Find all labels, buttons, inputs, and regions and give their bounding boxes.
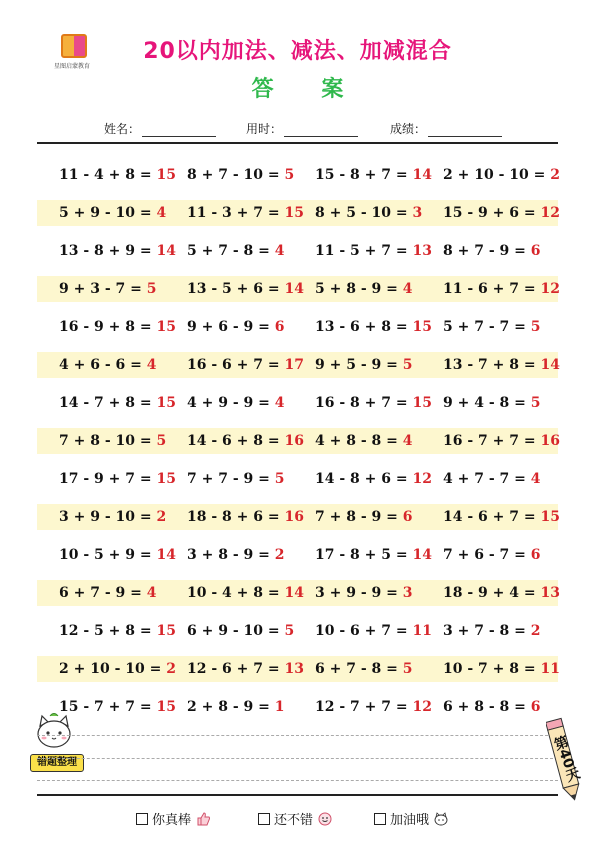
problem-answer: 4 xyxy=(146,357,157,373)
problem-answer: 15 xyxy=(156,395,176,411)
problem-equation: 10 - 7 + 8 = xyxy=(443,661,541,677)
problem-equation: 15 - 9 + 6 = xyxy=(443,205,541,221)
rating-great[interactable] xyxy=(136,809,211,828)
problem xyxy=(187,352,304,378)
problem-equation: 15 - 8 + 7 = xyxy=(315,167,413,183)
problem-answer: 4 xyxy=(274,243,285,259)
problem-row xyxy=(37,618,558,644)
problem-equation: 3 + 7 - 8 = xyxy=(443,623,531,639)
problem xyxy=(443,466,541,492)
problem xyxy=(315,162,432,188)
time-blank[interactable] xyxy=(284,124,358,137)
problem-answer: 14 xyxy=(412,167,432,183)
problem xyxy=(315,276,413,302)
problem xyxy=(315,238,432,264)
bottom-divider xyxy=(37,794,558,796)
problem-equation: 14 - 6 + 8 = xyxy=(187,433,285,449)
problem-answer: 14 xyxy=(412,547,432,563)
problem-answer: 5 xyxy=(402,661,413,677)
problem-equation: 16 - 8 + 7 = xyxy=(315,395,413,411)
problem-equation: 9 + 6 - 9 = xyxy=(187,319,275,335)
problem-answer: 4 xyxy=(274,395,285,411)
checkbox[interactable] xyxy=(258,813,270,825)
problem xyxy=(443,314,541,340)
problem-answer: 13 xyxy=(412,243,432,259)
score-blank[interactable] xyxy=(428,124,502,137)
problem-equation: 4 + 8 - 8 = xyxy=(315,433,403,449)
problem-equation: 6 + 8 - 8 = xyxy=(443,699,531,715)
problem-answer: 12 xyxy=(540,205,560,221)
problem-answer: 6 xyxy=(530,243,541,259)
problem-answer: 11 xyxy=(412,623,432,639)
problem-answer: 13 xyxy=(284,661,304,677)
problem xyxy=(187,162,294,188)
problem-equation: 2 + 10 - 10 = xyxy=(59,661,167,677)
checkbox[interactable] xyxy=(136,813,148,825)
problem-answer: 5 xyxy=(402,357,413,373)
problem-answer: 12 xyxy=(540,281,560,297)
checkbox[interactable] xyxy=(374,813,386,825)
problem-answer: 15 xyxy=(156,699,176,715)
problem-equation: 12 - 5 + 8 = xyxy=(59,623,157,639)
problem xyxy=(315,504,413,530)
problem-equation: 16 - 7 + 7 = xyxy=(443,433,541,449)
problem xyxy=(187,314,285,340)
problem xyxy=(443,618,541,644)
problem-answer: 14 xyxy=(540,357,560,373)
problem-answer: 5 xyxy=(284,167,295,183)
cheer-cat-icon xyxy=(433,812,449,826)
problem-equation: 14 - 6 + 7 = xyxy=(443,509,541,525)
problem-row xyxy=(37,580,558,606)
rating-great-label: 你真棒 xyxy=(152,813,192,828)
problem-equation: 8 + 7 - 9 = xyxy=(443,243,531,259)
problem-row xyxy=(37,466,558,492)
problem xyxy=(59,542,176,568)
problem-equation: 17 - 9 + 7 = xyxy=(59,471,157,487)
problem-answer: 5 xyxy=(156,433,167,449)
problem xyxy=(59,200,166,226)
problem-answer: 11 xyxy=(540,661,560,677)
problem xyxy=(59,238,176,264)
problem-answer: 4 xyxy=(530,471,541,487)
problem-equation: 10 - 6 + 7 = xyxy=(315,623,413,639)
problem xyxy=(187,618,294,644)
problem-equation: 18 - 9 + 4 = xyxy=(443,585,541,601)
problem-row xyxy=(37,314,558,340)
problem-row xyxy=(37,276,558,302)
problem-equation: 18 - 8 + 6 = xyxy=(187,509,285,525)
problem-equation: 9 + 5 - 9 = xyxy=(315,357,403,373)
problem-answer: 5 xyxy=(530,395,541,411)
problem-equation: 11 - 3 + 7 = xyxy=(187,205,285,221)
problem xyxy=(315,542,432,568)
problem-equation: 11 - 6 + 7 = xyxy=(443,281,541,297)
problem-equation: 6 + 9 - 10 = xyxy=(187,623,285,639)
problem-answer: 16 xyxy=(284,509,304,525)
problem xyxy=(443,656,560,682)
problem xyxy=(187,200,304,226)
problem-answer: 15 xyxy=(412,319,432,335)
problem-answer: 16 xyxy=(284,433,304,449)
problem-equation: 2 + 10 - 10 = xyxy=(443,167,551,183)
problem-answer: 15 xyxy=(156,623,176,639)
problem-answer: 13 xyxy=(540,585,560,601)
problem-answer: 1 xyxy=(274,699,285,715)
problem-equation: 3 + 9 - 10 = xyxy=(59,509,157,525)
problem-row xyxy=(37,694,558,720)
problem xyxy=(59,352,157,378)
problem xyxy=(187,656,304,682)
problem xyxy=(315,352,413,378)
problem-answer: 2 xyxy=(550,167,560,183)
problem-equation: 9 + 3 - 7 = xyxy=(59,281,147,297)
problem xyxy=(315,428,413,454)
problem-answer: 6 xyxy=(530,699,541,715)
problem-answer: 17 xyxy=(284,357,304,373)
rating-keep-going[interactable] xyxy=(374,809,449,828)
problem xyxy=(315,200,422,226)
problem xyxy=(59,580,157,606)
problem-answer: 5 xyxy=(530,319,541,335)
problem-answer: 14 xyxy=(284,281,304,297)
problem-equation: 7 + 8 - 9 = xyxy=(315,509,403,525)
logo-text: 星图启蒙教育 xyxy=(53,63,90,70)
problem xyxy=(443,428,560,454)
mistakes-badge: 错题整理 xyxy=(30,754,84,772)
problem-equation: 8 + 7 - 10 = xyxy=(187,167,285,183)
problem-equation: 13 - 5 + 6 = xyxy=(187,281,285,297)
problem xyxy=(187,276,304,302)
problem-row xyxy=(37,542,558,568)
problem-equation: 11 - 5 + 7 = xyxy=(315,243,413,259)
thumbs-up-icon xyxy=(195,812,211,826)
problem-answer: 15 xyxy=(156,167,176,183)
problem-equation: 3 + 9 - 9 = xyxy=(315,585,403,601)
problem xyxy=(187,580,304,606)
problem xyxy=(59,466,176,492)
problem-equation: 14 - 8 + 6 = xyxy=(315,471,413,487)
mistakes-writing-area[interactable] xyxy=(37,735,558,794)
rating-keep-going-label: 加油哦 xyxy=(390,813,430,828)
page-subtitle: 答 案 xyxy=(251,77,364,102)
problem-equation: 6 + 7 - 9 = xyxy=(59,585,147,601)
problem-equation: 3 + 8 - 9 = xyxy=(187,547,275,563)
problem-answer: 6 xyxy=(274,319,285,335)
problem xyxy=(59,162,176,188)
problem-equation: 13 - 8 + 9 = xyxy=(59,243,157,259)
problem-answer: 16 xyxy=(540,433,560,449)
problem-answer: 12 xyxy=(412,699,432,715)
writing-line xyxy=(37,780,558,781)
problem-equation: 8 + 5 - 10 = xyxy=(315,205,413,221)
problem-equation: 15 - 7 + 7 = xyxy=(59,699,157,715)
problem-row xyxy=(37,200,558,226)
problem-equation: 16 - 9 + 8 = xyxy=(59,319,157,335)
problem-equation: 9 + 4 - 8 = xyxy=(443,395,531,411)
rating-good[interactable] xyxy=(258,809,333,828)
problem-equation: 14 - 7 + 8 = xyxy=(59,395,157,411)
problem xyxy=(443,504,560,530)
problem xyxy=(315,694,432,720)
problem-equation: 5 + 7 - 7 = xyxy=(443,319,531,335)
writing-line xyxy=(37,758,558,759)
problem-answer: 14 xyxy=(156,547,176,563)
problem-answer: 15 xyxy=(156,319,176,335)
problem-equation: 13 - 7 + 8 = xyxy=(443,357,541,373)
problem xyxy=(187,428,304,454)
time-field[interactable] xyxy=(246,120,358,137)
problem-answer: 15 xyxy=(540,509,560,525)
problem-row xyxy=(37,656,558,682)
problem-equation: 4 + 6 - 6 = xyxy=(59,357,147,373)
problem xyxy=(59,428,166,454)
problem-equation: 5 + 9 - 10 = xyxy=(59,205,157,221)
problem-answer: 15 xyxy=(284,205,304,221)
problem xyxy=(443,276,560,302)
problem-row xyxy=(37,352,558,378)
problem-answer: 3 xyxy=(402,585,413,601)
problem-answer: 15 xyxy=(412,395,432,411)
problem-answer: 2 xyxy=(166,661,176,677)
problem xyxy=(443,352,560,378)
problem-equation: 5 + 7 - 8 = xyxy=(187,243,275,259)
problem-equation: 12 - 7 + 7 = xyxy=(315,699,413,715)
problem-equation: 13 - 6 + 8 = xyxy=(315,319,413,335)
problem xyxy=(443,390,541,416)
problem-equation: 7 + 6 - 7 = xyxy=(443,547,531,563)
problem-equation: 11 - 4 + 8 = xyxy=(59,167,157,183)
rating-good-label: 还不错 xyxy=(274,813,314,828)
problem xyxy=(443,238,541,264)
problem xyxy=(187,694,285,720)
problem-equation: 7 + 7 - 9 = xyxy=(187,471,275,487)
top-divider xyxy=(37,142,558,144)
problem-equation: 5 + 8 - 9 = xyxy=(315,281,403,297)
problem xyxy=(315,466,432,492)
problem-answer: 6 xyxy=(530,547,541,563)
problem-row xyxy=(37,238,558,264)
problem xyxy=(59,276,157,302)
problem xyxy=(443,694,541,720)
problem-answer: 14 xyxy=(156,243,176,259)
problem-row xyxy=(37,504,558,530)
problem-equation: 4 + 9 - 9 = xyxy=(187,395,275,411)
problem-answer: 5 xyxy=(284,623,295,639)
problem xyxy=(315,618,432,644)
problem-equation: 10 - 4 + 8 = xyxy=(187,585,285,601)
problem xyxy=(443,580,560,606)
problem-answer: 2 xyxy=(530,623,541,639)
problem-row xyxy=(37,428,558,454)
problem-equation: 12 - 6 + 7 = xyxy=(187,661,285,677)
problem xyxy=(59,656,176,682)
smile-face-icon xyxy=(317,812,333,826)
problem xyxy=(315,390,432,416)
problem-answer: 4 xyxy=(146,585,157,601)
problem xyxy=(443,200,560,226)
name-field[interactable] xyxy=(104,120,216,137)
problem-answer: 4 xyxy=(402,433,413,449)
problem xyxy=(59,504,166,530)
problem xyxy=(187,466,285,492)
problem-answer: 6 xyxy=(402,509,413,525)
problem-answer: 5 xyxy=(274,471,285,487)
problem xyxy=(187,542,285,568)
name-label: 姓名： xyxy=(104,122,141,136)
problem xyxy=(315,314,432,340)
problem-answer: 5 xyxy=(146,281,157,297)
problem-equation: 10 - 5 + 9 = xyxy=(59,547,157,563)
problem xyxy=(187,238,285,264)
problem-answer: 4 xyxy=(402,281,413,297)
problem-answer: 12 xyxy=(412,471,432,487)
problem-equation: 2 + 8 - 9 = xyxy=(187,699,275,715)
problem-answer: 3 xyxy=(412,205,423,221)
score-field[interactable] xyxy=(390,120,502,137)
page-title: 20以内加法、减法、加减混合 xyxy=(143,39,452,64)
problem-row xyxy=(37,390,558,416)
problem-equation: 6 + 7 - 8 = xyxy=(315,661,403,677)
problem-row xyxy=(37,162,558,188)
problem xyxy=(315,656,413,682)
problem-answer: 2 xyxy=(156,509,167,525)
problem xyxy=(59,390,176,416)
problem xyxy=(443,162,560,188)
problem-answer: 2 xyxy=(274,547,285,563)
name-blank[interactable] xyxy=(142,124,216,137)
time-label: 用时： xyxy=(246,122,283,136)
problem-equation: 7 + 8 - 10 = xyxy=(59,433,157,449)
problem xyxy=(59,314,176,340)
problem-answer: 14 xyxy=(284,585,304,601)
problem-answer: 15 xyxy=(156,471,176,487)
score-label: 成绩： xyxy=(390,122,427,136)
problem xyxy=(187,390,285,416)
problem-equation: 17 - 8 + 5 = xyxy=(315,547,413,563)
problem-equation: 4 + 7 - 7 = xyxy=(443,471,531,487)
problem xyxy=(187,504,304,530)
day-label: 第40天 xyxy=(550,733,582,784)
problem xyxy=(59,618,176,644)
problem xyxy=(443,542,541,568)
problem xyxy=(315,580,413,606)
problem-answer: 4 xyxy=(156,205,167,221)
problem-equation: 16 - 6 + 7 = xyxy=(187,357,285,373)
